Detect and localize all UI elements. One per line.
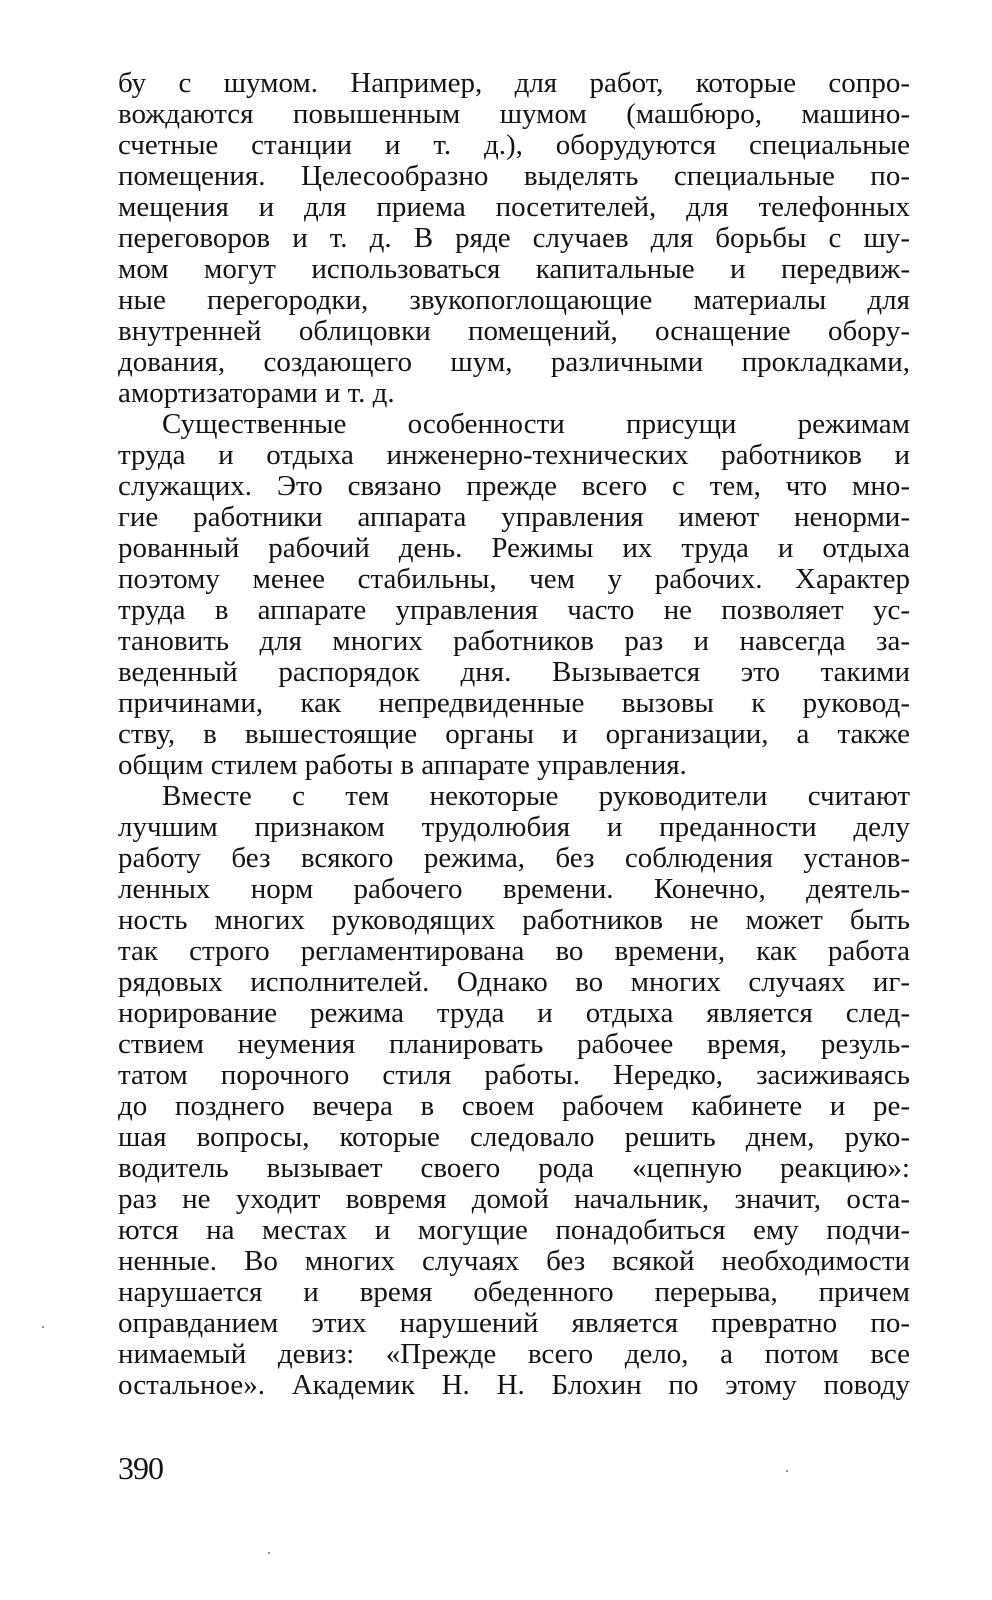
text-line: так строго регламентирована во времени, как работа xyxy=(118,936,910,967)
text-line: татом порочного стиля работы. Нередко, засиживаясь xyxy=(118,1060,910,1091)
text-line: веденный распорядок дня. Вызывается это такими xyxy=(118,657,910,688)
text-line: ность многих руководящих работников не может быть xyxy=(118,905,910,936)
scan-speck xyxy=(42,1326,44,1328)
text-line: поэтому менее стабильны, чем у рабочих. Характер xyxy=(118,564,910,595)
text-line: ются на местах и могущие понадобиться ему подчи- xyxy=(118,1215,910,1246)
text-line: работу без всякого режима, без соблюдения установ- xyxy=(118,843,910,874)
text-line: Вместе с тем некоторые руководители считают xyxy=(162,781,910,812)
scan-speck xyxy=(268,1552,270,1554)
paragraph-1 xyxy=(118,68,910,409)
paragraph-2 xyxy=(118,409,910,781)
text-line: нарушается и время обеденного перерыва, причем xyxy=(118,1277,910,1308)
text-line: счетные станции и т. д.), оборудуются специальные xyxy=(118,130,910,161)
paragraph-3 xyxy=(118,781,910,1401)
text-line: шая вопросы, которые следовало решить днем, руко- xyxy=(118,1122,910,1153)
text-line: вождаются повышенным шумом (машбюро, машино- xyxy=(118,99,910,130)
body-text xyxy=(118,68,910,1401)
text-line: гие работники аппарата управления имеют ненорми- xyxy=(118,502,910,533)
scan-speck xyxy=(786,1470,788,1472)
text-line: внутренней облицовки помещений, оснащение обору- xyxy=(118,316,910,347)
text-line: оправданием этих нарушений является превратно по- xyxy=(118,1308,910,1339)
page-number: 390 xyxy=(118,1450,163,1486)
text-line: норирование режима труда и отдыха является след- xyxy=(118,998,910,1029)
text-line: лучшим признаком трудолюбия и преданности делу xyxy=(118,812,910,843)
text-line: ленных норм рабочего времени. Конечно, деятель- xyxy=(118,874,910,905)
text-line: раз не уходит вовремя домой начальник, значит, оста- xyxy=(118,1184,910,1215)
text-line: ствием неумения планировать рабочее время, резуль- xyxy=(118,1029,910,1060)
text-line: Существенные особенности присущи режимам xyxy=(162,409,910,440)
text-line: труда и отдыха инженерно-технических работников и xyxy=(118,440,910,471)
text-line: причинами, как непредвиденные вызовы к руковод- xyxy=(118,688,910,719)
text-line: ные перегородки, звукопоглощающие материалы для xyxy=(118,285,910,316)
text-line: переговоров и т. д. В ряде случаев для борьбы с шу- xyxy=(118,223,910,254)
text-line: служащих. Это связано прежде всего с тем, что мно- xyxy=(118,471,910,502)
text-line: бу с шумом. Например, для работ, которые сопро- xyxy=(118,68,910,99)
text-line: тановить для многих работников раз и навсегда за- xyxy=(118,626,910,657)
text-line: амортизаторами и т. д. xyxy=(118,378,395,409)
text-line: остальное». Академик Н. Н. Блохин по этому поводу xyxy=(118,1370,910,1401)
text-line: мещения и для приема посетителей, для телефонных xyxy=(118,192,910,223)
text-line: помещения. Целесообразно выделять специальные по- xyxy=(118,161,910,192)
text-line: ненные. Во многих случаях без всякой необходимости xyxy=(118,1246,910,1277)
text-line: ству, в вышестоящие органы и организации, а также xyxy=(118,719,910,750)
text-line: водитель вызывает своего рода «цепную реакцию»: xyxy=(118,1153,910,1184)
text-line: нимаемый девиз: «Прежде всего дело, а потом все xyxy=(118,1339,910,1370)
text-line: рованный рабочий день. Режимы их труда и отдыха xyxy=(118,533,910,564)
text-line: дования, создающего шум, различными прокладками, xyxy=(118,347,910,378)
text-line: рядовых исполнителей. Однако во многих случаях иг- xyxy=(118,967,910,998)
text-line: общим стилем работы в аппарате управления. xyxy=(118,750,687,781)
text-line: до позднего вечера в своем рабочем кабинете и ре- xyxy=(118,1091,910,1122)
text-line: мом могут использоваться капитальные и передвиж- xyxy=(118,254,910,285)
text-line: труда в аппарате управления часто не позволяет ус- xyxy=(118,595,910,626)
